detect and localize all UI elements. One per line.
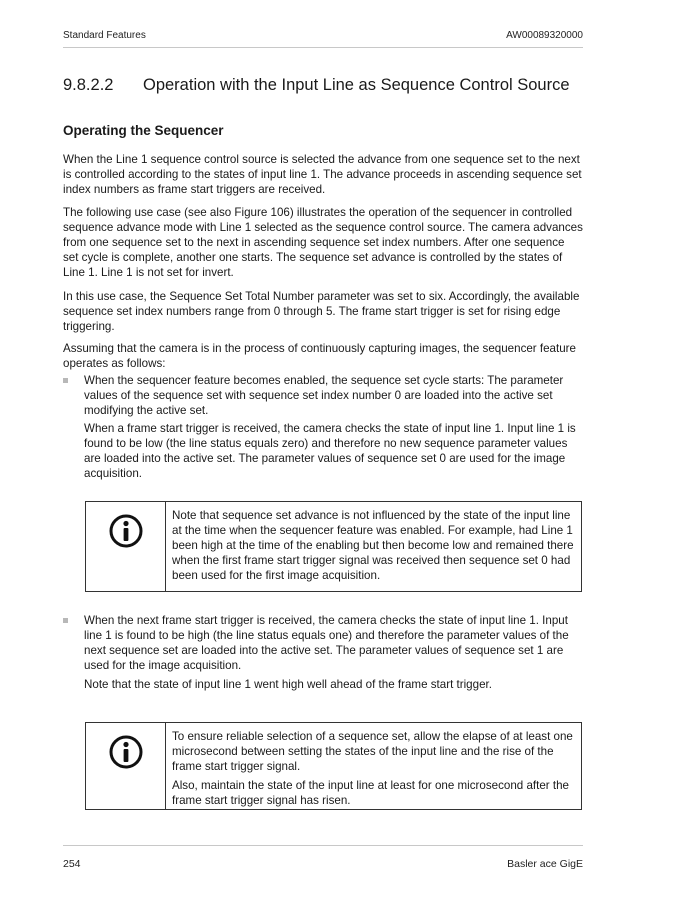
- note-text: To ensure reliable selection of a sequence set, allow the elapse of at least one microsecond between setting the states of the input line and the rise of the frame start trigger signal.: [172, 730, 573, 773]
- bullet-marker-icon: [63, 618, 68, 623]
- info-icon: [109, 514, 143, 548]
- info-note: [85, 501, 582, 592]
- bullet-text: When the next frame start trigger is received, the camera checks the state of input line 1. Input line 1 is found to be high (the line status equals one) and therefore the parameter values of the next sequence set are loaded into the active set. The parameter values of sequence set 1 are used for the image acquisition.: [84, 614, 569, 672]
- note-body: [166, 723, 581, 809]
- bullet-followup: When a frame start trigger is received, the camera checks the state of input line 1. Input line 1 is found to be low (the line status equals zero) and therefore no new sequence parameter values are loaded into the active set. The parameter values of sequence set 0 are used for the image acquisition.: [84, 422, 576, 480]
- info-note: [85, 722, 582, 810]
- section-title: Operation with the Input Line as Sequence Control Source: [143, 76, 570, 94]
- paragraph: When the Line 1 sequence control source is selected the advance from one sequence set to the next is controlled according to the states of input line 1. The advance proceeds in ascending sequence set index numbers as frame start triggers are received.: [63, 153, 582, 196]
- page-number: 254: [63, 858, 81, 870]
- page-footer: [63, 858, 583, 872]
- bullet-marker-icon: [63, 378, 68, 383]
- bullet-text: When the sequencer feature becomes enabled, the sequence set cycle starts: The parameter values of the sequence set with sequence set index number 0 are loaded into the active set modifying the active set.: [84, 374, 564, 417]
- page-header: [63, 30, 583, 44]
- info-icon: [109, 735, 143, 769]
- note-icon-cell: [86, 723, 166, 809]
- footer-rule: [63, 845, 583, 846]
- bullet-followup: Note that the state of input line 1 went high well ahead of the frame start trigger.: [84, 678, 492, 691]
- note-text: Also, maintain the state of the input line at least for one microsecond after the frame start trigger signal has risen.: [172, 779, 569, 807]
- section-heading: [63, 76, 570, 95]
- paragraph: Assuming that the camera is in the process of continuously capturing images, the sequencer feature operates as follows:: [63, 342, 576, 370]
- section-number: 9.8.2.2: [63, 76, 114, 94]
- note-body: [166, 502, 581, 591]
- header-doc-id: AW00089320000: [506, 30, 583, 41]
- footer-product: Basler ace GigE: [507, 858, 583, 870]
- header-chapter: Standard Features: [63, 30, 146, 41]
- paragraph: The following use case (see also Figure 106) illustrates the operation of the sequencer in controlled sequence advance mode with Line 1 selected as the sequence control source. The camera advances from one sequence set to the next in ascending sequence set index numbers. After one sequence set cycle is complete, another one starts. The sequence set advance is controlled by the states of Line 1. Line 1 is not set for invert.: [63, 206, 583, 279]
- subsection-heading: Operating the Sequencer: [63, 123, 224, 138]
- note-icon-cell: [86, 502, 166, 591]
- note-text: Note that sequence set advance is not influenced by the state of the input line at the time when the sequencer feature was enabled. For example, had Line 1 been high at the time of the enabling but then become low and remained there when the first frame start trigger signal was received then sequence set 0 had been used for the first image acquisition.: [172, 509, 574, 582]
- header-rule: [63, 47, 583, 48]
- paragraph: In this use case, the Sequence Set Total Number parameter was set to six. Accordingly, the available sequence set index numbers range from 0 through 5. The frame start trigger is set for rising edge triggering.: [63, 290, 580, 333]
